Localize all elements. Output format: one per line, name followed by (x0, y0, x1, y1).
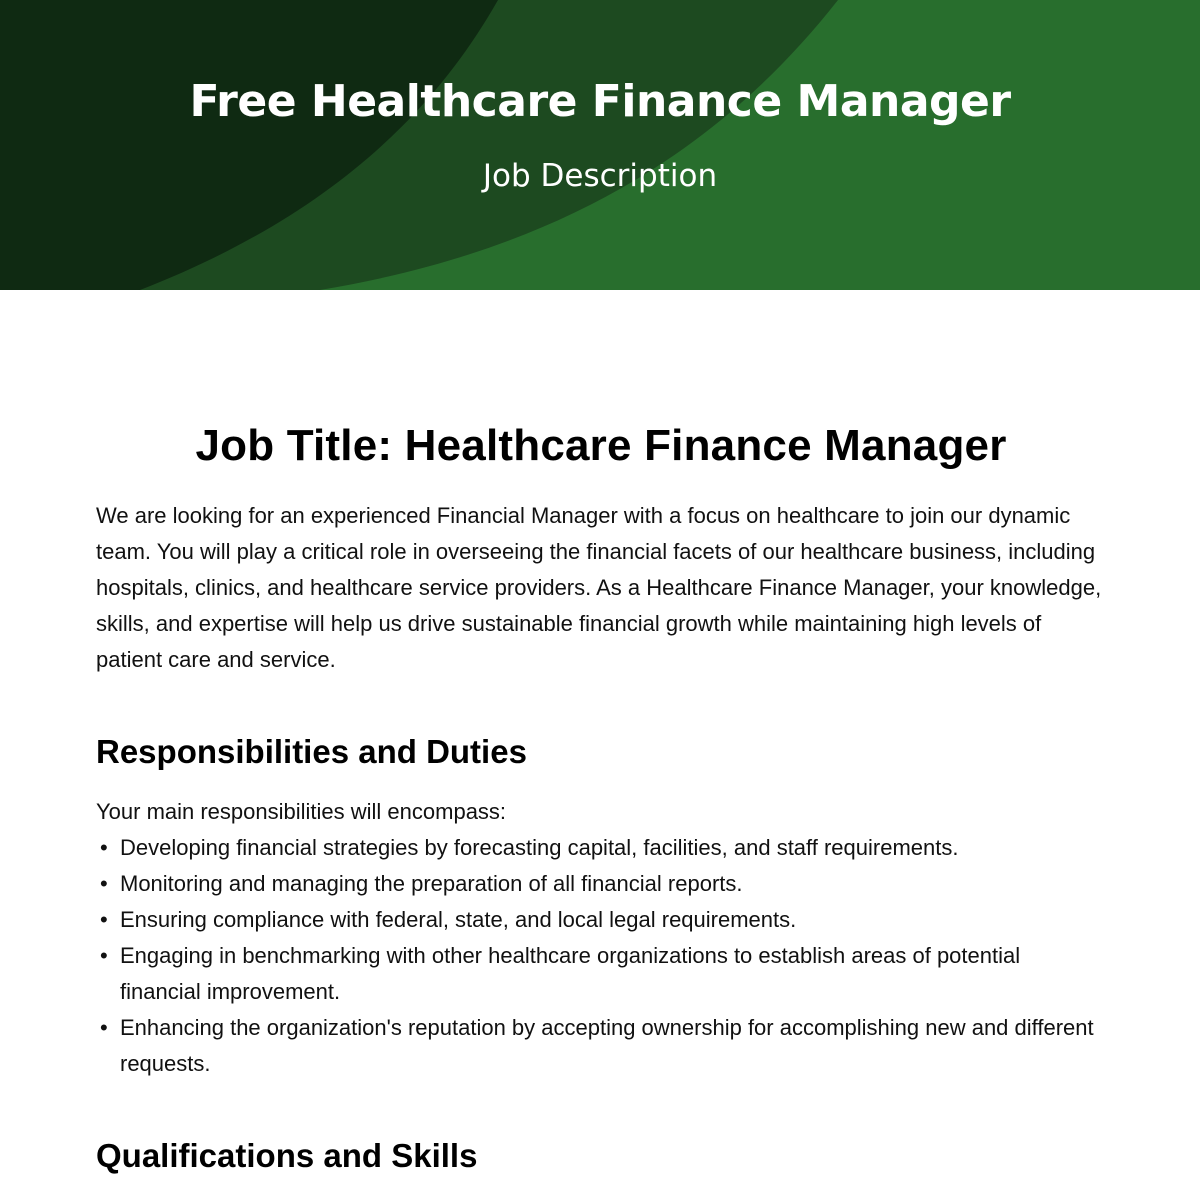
header-banner (0, 0, 1200, 290)
list-item-text: Developing financial strategies by forecasting capital, facilities, and staff requirements. (120, 835, 959, 860)
responsibilities-lead: Your main responsibilities will encompass: (96, 799, 507, 824)
list-item (96, 1010, 1106, 1082)
bullet-icon: • (100, 835, 108, 860)
banner-background (0, 0, 1200, 290)
qualifications-heading: Qualifications and Skills (96, 1137, 478, 1174)
list-item-text: Monitoring and managing the preparation of all financial reports. (120, 871, 743, 896)
bullet-icon: • (100, 943, 108, 968)
list-item-text: Engaging in benchmarking with other healthcare organizations to establish areas of potential financial improvement. (120, 943, 1021, 1004)
banner-subtitle: Job Description (482, 158, 718, 194)
responsibilities-heading: Responsibilities and Duties (96, 733, 527, 770)
document-body (96, 416, 1106, 1178)
intro-paragraph: We are looking for an experienced Financial Manager with a focus on healthcare to join our dynamic team. You will play a critical role in overseeing the financial facets of our healthcare business, including hospitals, clinics, and healthcare service providers. As a Healthcare Finance Manager, your knowledge, skills, and expertise will help us drive sustainable financial growth while maintaining high levels of patient care and service. (96, 503, 1102, 672)
responsibilities-list (96, 830, 1106, 1082)
list-item (96, 866, 1106, 902)
job-title-heading: Job Title: Healthcare Finance Manager (195, 421, 1007, 470)
bullet-icon: • (100, 1015, 108, 1040)
bullet-icon: • (100, 907, 108, 932)
list-item (96, 830, 1106, 866)
list-item-text: Enhancing the organization's reputation by accepting ownership for accomplishing new and different requests. (120, 1015, 1094, 1076)
list-item (96, 902, 1106, 938)
list-item-text: Ensuring compliance with federal, state, and local legal requirements. (120, 907, 797, 932)
banner-title: Free Healthcare Finance Manager (189, 76, 1011, 127)
list-item (96, 938, 1106, 1010)
bullet-icon: • (100, 871, 108, 896)
